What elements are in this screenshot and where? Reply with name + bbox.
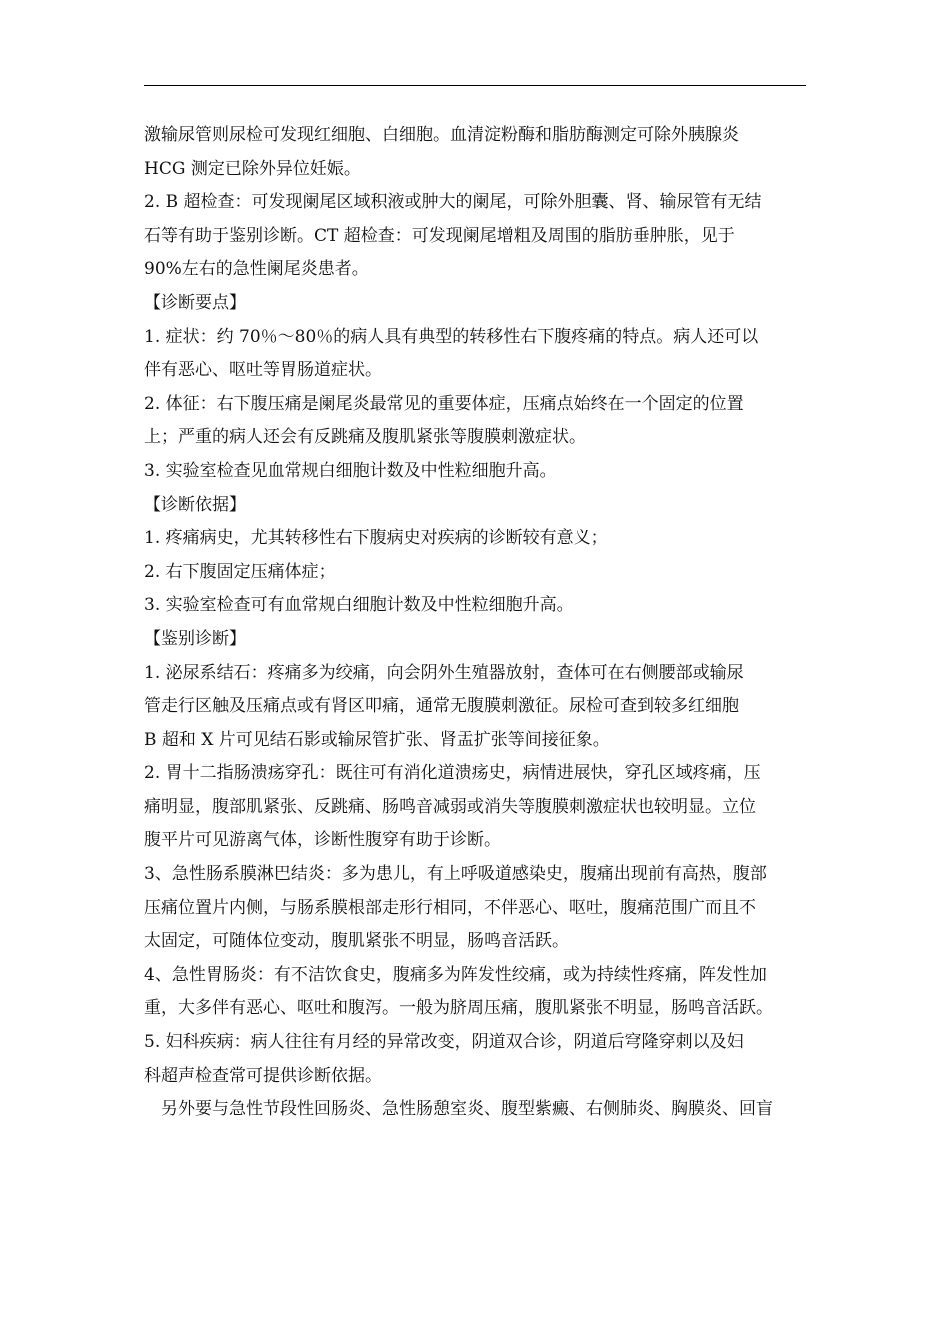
text-line: B 超和 X 片可见结石影或输尿管扩张、肾盂扩张等间接征象。 xyxy=(144,729,610,750)
text-line: 激输尿管则尿检可发现红细胞、白细胞。血清淀粉酶和脂肪酶测定可除外胰腺炎 xyxy=(144,125,739,145)
text-line: 伴有恶心、呕吐等胃肠道症状。 xyxy=(144,360,382,381)
text-line: 【诊断依据】 xyxy=(144,494,246,515)
text-line: 痛明显，腹部肌紧张、反跳痛、肠鸣音减弱或消失等腹膜刺激症状也较明显。立位 xyxy=(144,796,756,817)
text-line: 4、急性胃肠炎：有不洁饮食史，腹痛多为阵发性绞痛，或为持续性疼痛，阵发性加 xyxy=(144,964,767,985)
text-line: 【鉴别诊断】 xyxy=(144,628,246,649)
text-line: 科超声检查常可提供诊断依据。 xyxy=(144,1065,382,1086)
text-line: 2. 体征：右下腹压痛是阑尾炎最常见的重要体症，压痛点始终在一个固定的位置 xyxy=(144,393,744,414)
text-line: 上；严重的病人还会有反跳痛及腹肌紧张等腹膜刺激症状。 xyxy=(144,427,586,448)
text-line: 1. 泌尿系结石：疼痛多为绞痛，向会阴外生殖器放射，查体可在右侧腰部或输尿 xyxy=(144,662,744,683)
text-line: 90%左右的急性阑尾炎患者。 xyxy=(144,259,369,280)
text-line: 2. B 超检查：可发现阑尾区域积液或肿大的阑尾，可除外胆囊、肾、输尿管有无结 xyxy=(144,192,762,213)
document-body xyxy=(144,119,814,1127)
text-line: 3. 实验室检查见血常规白细胞计数及中性粒细胞升高。 xyxy=(144,460,557,481)
text-line: 2. 胃十二指肠溃疡穿孔：既往可有消化道溃疡史，病情进展快，穿孔区域疼痛，压 xyxy=(144,763,761,784)
text-line: HCG 测定已除外异位妊娠。 xyxy=(144,158,361,179)
text-line: 重，大多伴有恶心、呕吐和腹泻。一般为脐周压痛，腹肌紧张不明显，肠鸣音活跃。 xyxy=(144,998,773,1019)
text-line: 5. 妇科疾病：病人往往有月经的异常改变，阴道双合诊，阴道后穹隆穿刺以及妇 xyxy=(144,1032,744,1053)
text-line: 管走行区触及压痛点或有肾区叩痛，通常无腹膜刺激征。尿检可查到较多红细胞 xyxy=(144,696,739,717)
text-line: 石等有助于鉴别诊断。CT 超检查：可发现阑尾增粗及周围的脂肪垂肿胀，见于 xyxy=(144,225,735,246)
text-line: 压痛位置片内侧，与肠系膜根部走形行相同，不伴恶心、呕吐，腹痛范围广而且不 xyxy=(144,897,756,918)
text-line: 另外要与急性节段性回肠炎、急性肠憩室炎、腹型紫癜、右侧肺炎、胸膜炎、回盲 xyxy=(161,1099,773,1120)
text-line: 太固定，可随体位变动，腹肌紧张不明显，肠鸣音活跃。 xyxy=(144,931,569,952)
text-line: 腹平片可见游离气体，诊断性腹穿有助于诊断。 xyxy=(144,830,501,851)
text-line: 3. 实验室检查可有血常规白细胞计数及中性粒细胞升高。 xyxy=(144,595,574,616)
header-rule xyxy=(144,85,806,86)
text-line: 1. 症状：约 70％～80％的病人具有典型的转移性右下腹疼痛的特点。病人还可以 xyxy=(144,326,759,347)
text-line: 1. 疼痛病史，尤其转移性右下腹病史对疾病的诊断较有意义； xyxy=(144,528,608,549)
text-line: 2. 右下腹固定压痛体症； xyxy=(144,561,336,582)
text-line: 3、急性肠系膜淋巴结炎：多为患儿，有上呼吸道感染史，腹痛出现前有高热，腹部 xyxy=(144,864,767,885)
text-line: 【诊断要点】 xyxy=(144,292,246,313)
